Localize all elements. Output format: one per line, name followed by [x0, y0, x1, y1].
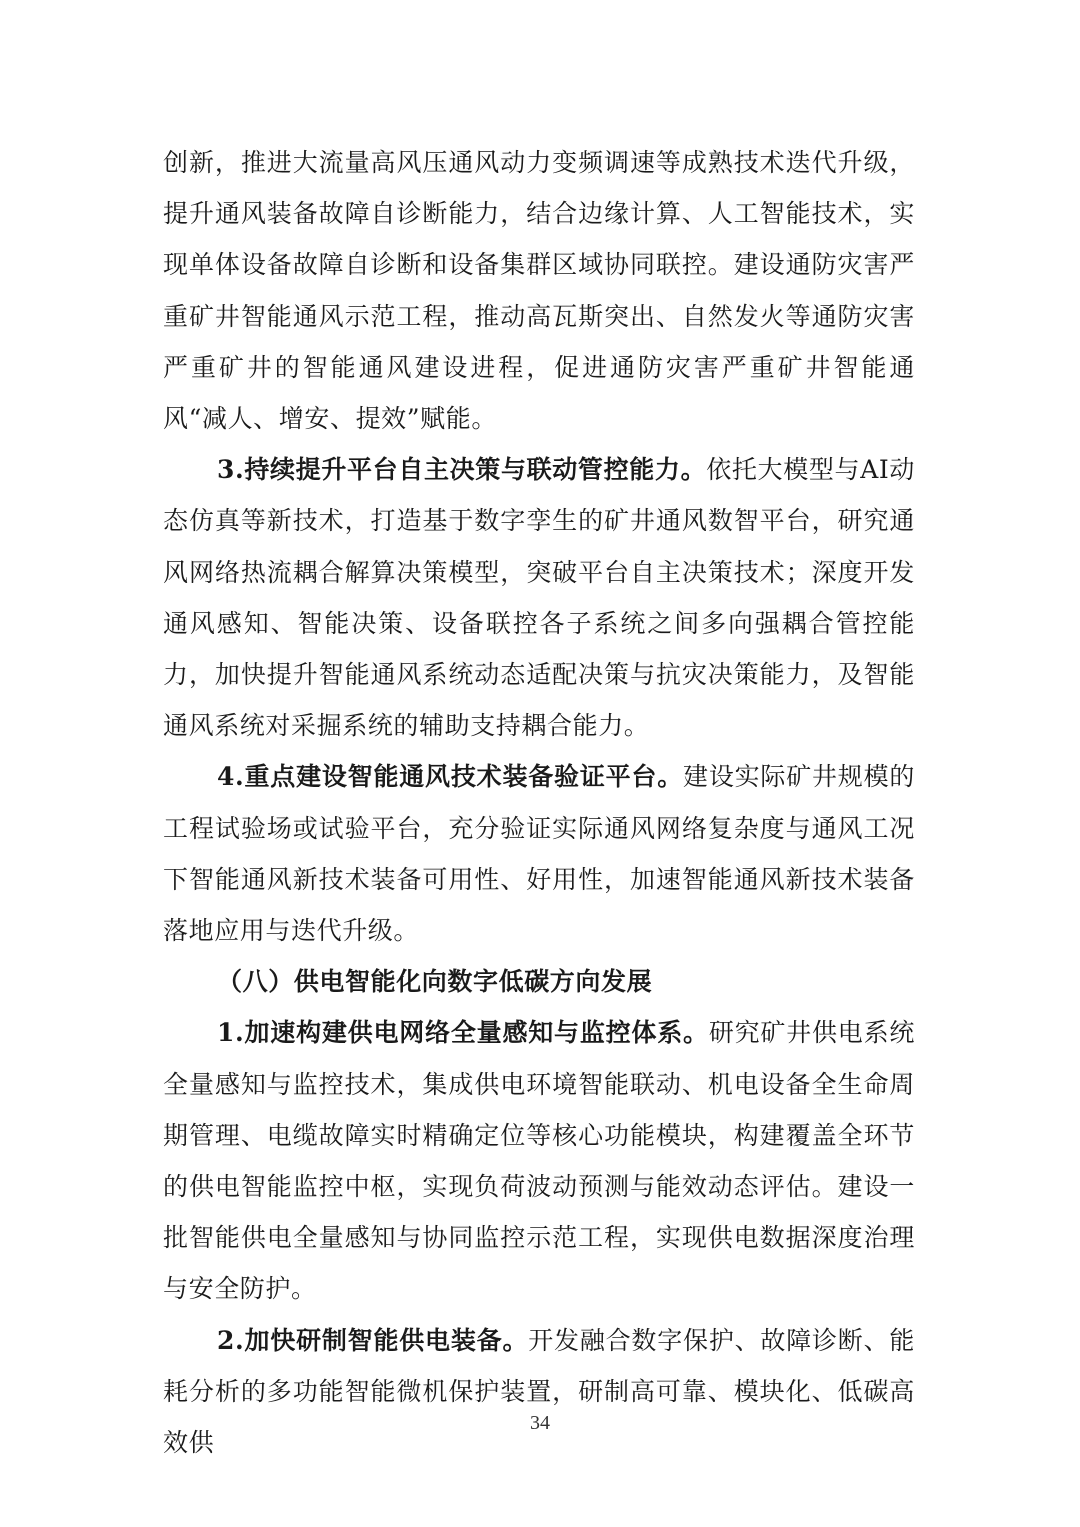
paragraph-ventilation-innovation — [163, 137, 915, 444]
paragraph-power-perception — [163, 1007, 915, 1314]
page-number: 34 — [530, 1412, 550, 1434]
paragraph-lead: 4.重点建设智能通风技术装备验证平台。 — [217, 762, 684, 792]
section-heading: （八）供电智能化向数字低碳方向发展 — [217, 967, 653, 997]
paragraph-lead: 3.持续提升平台自主决策与联动管控能力。 — [217, 455, 707, 485]
paragraph-text: 依托大模型与AI动态仿真等新技术，打造基于数字孪生的矿井通风数智平台，研究通风网络热流耦合解算决策模型，突破平台自主决策技术；深度开发通风感知、智能决策、设备联控各子系统之间多向强耦合管控能力，加快提升智能通风系统动态适配决策与抗灾决策能力，及智能通风系统对采掘系统的辅助支持耦合能力。 — [163, 455, 915, 741]
paragraph-lead: 1.加速构建供电网络全量感知与监控体系。 — [217, 1018, 709, 1048]
paragraph-text: 创新，推进大流量高风压通风动力变频调速等成熟技术迭代升级，提升通风装备故障自诊断能力，结合边缘计算、人工智能技术，实现单体设备故障自诊断和设备集群区域协同联控。建设通防灾害严重矿井智能通风示范工程，推动高瓦斯突出、自然发火等通防灾害严重矿井的智能通风建设进程，促进通防灾害严重矿井智能通风“减人、增安、提效”赋能。 — [163, 148, 915, 434]
paragraph-lead: 2.加快研制智能供电装备。 — [217, 1325, 529, 1355]
paragraph-text: 建设实际矿井规模的工程试验场或试验平台，充分验证实际通风网络复杂度与通风工况下智能通风新技术装备可用性、好用性，加速智能通风新技术装备落地应用与迭代升级。 — [163, 762, 915, 946]
paragraph-power-equipment — [163, 1315, 915, 1469]
paragraph-text: 研究矿井供电系统全量感知与监控技术，集成供电环境智能联动、机电设备全生命周期管理、电缆故障实时精确定位等核心功能模块，构建覆盖全环节的供电智能监控中枢，实现负荷波动预测与能效动态评估。建设一批智能供电全量感知与协同监控示范工程，实现供电数据深度治理与安全防护。 — [163, 1018, 915, 1304]
body-text — [163, 137, 915, 1468]
paragraph-verification-platform — [163, 751, 915, 956]
paragraph-platform-decision — [163, 444, 915, 751]
paragraph-text: 开发融合数字保护、故障诊断、能耗分析的多功能智能微机保护装置，研制高可靠、模块化、低碳高效供 — [163, 1325, 915, 1458]
